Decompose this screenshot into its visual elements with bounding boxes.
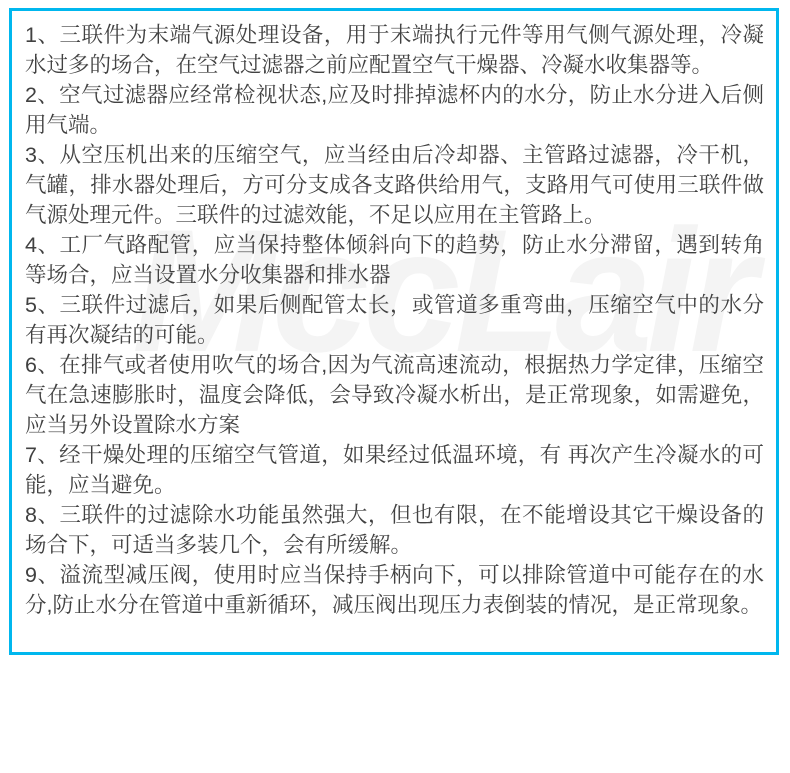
note-item-4: 4、工厂气路配管，应当保持整体倾斜向下的趋势，防止水分滞留，遇到转角等场合，应当设置水分收集器和排水器 <box>25 233 764 287</box>
notes-panel <box>9 8 779 655</box>
note-item-3: 3、从空压机出来的压缩空气，应当经由后冷却器、主管路过滤器，冷干机，气罐，排水器处理后，方可分支成各支路供给用气，支路用气可使用三联件做气源处理元件。三联件的过滤效能，不足以应用在主管路上。 <box>25 143 764 227</box>
note-item-8: 8、三联件的过滤除水功能虽然强大，但也有限，在不能增设其它干燥设备的场合下，可适当多装几个，会有所缓解。 <box>25 503 764 557</box>
note-item-2: 2、空气过滤器应经常检视状态,应及时排掉滤杯内的水分，防止水分进入后侧用气端。 <box>25 83 764 137</box>
note-item-5: 5、三联件过滤后，如果后侧配管太长，或管道多重弯曲，压缩空气中的水分有再次凝结的可能。 <box>25 293 764 347</box>
note-item-1: 1、三联件为末端气源处理设备，用于末端执行元件等用气侧气源处理，冷凝水过多的场合，在空气过滤器之前应配置空气干燥器、冷凝水收集器等。 <box>25 23 764 77</box>
note-item-6: 6、在排气或者使用吹气的场合,因为气流高速流动，根据热力学定律，压缩空气在急速膨胀时，温度会降低，会导致冷凝水析出，是正常现象，如需避免，应当另外设置除水方案 <box>25 353 764 437</box>
note-item-9: 9、溢流型减压阀，使用时应当保持手柄向下，可以排除管道中可能存在的水分,防止水分在管道中重新循环，减压阀出现压力表倒装的情况，是正常现象。 <box>25 563 764 617</box>
notes-list <box>25 20 764 620</box>
note-item-7: 7、经干燥处理的压缩空气管道，如果经过低温环境，有 再次产生冷凝水的可能，应当避免。 <box>25 443 764 497</box>
